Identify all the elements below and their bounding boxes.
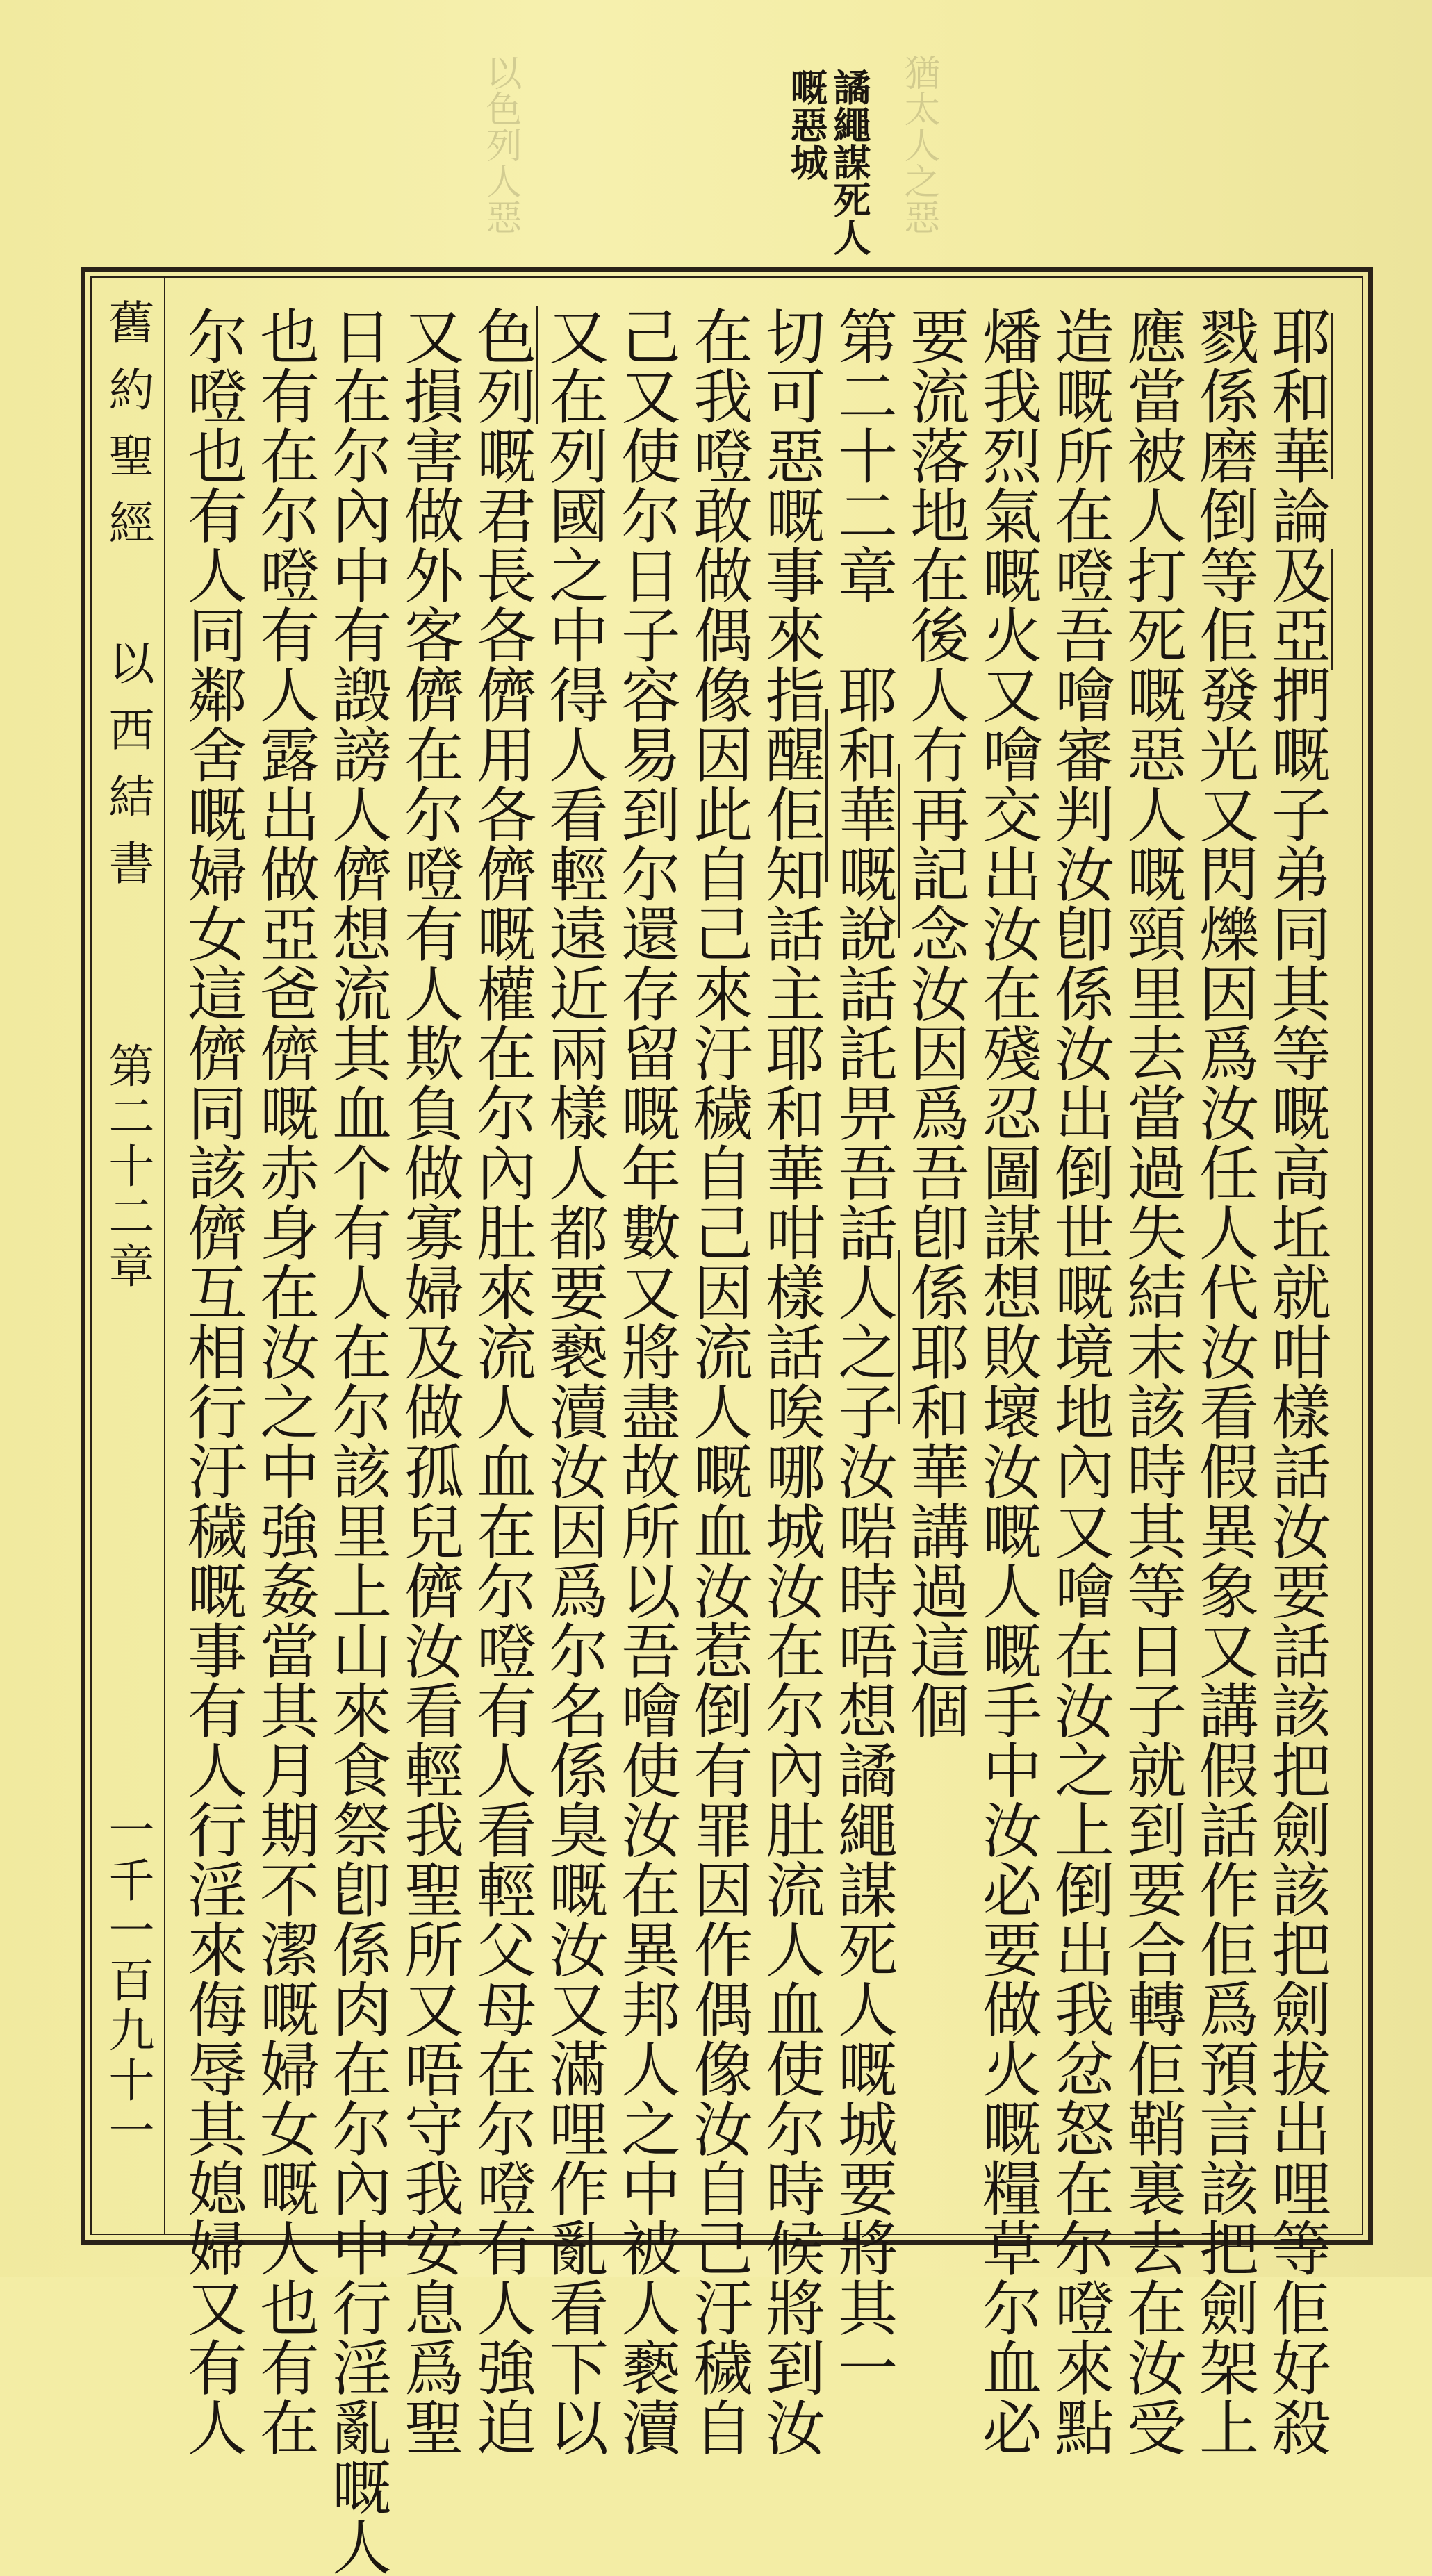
proper-name-mark (898, 764, 900, 938)
page-number: 一千一百九十一 (101, 1806, 154, 2156)
text-column-10: 己又使尔日子容易到尔還存留嘅年數又將盡故所以吾噲使汝在異邦人之中被人褻瀆 (611, 306, 680, 2457)
text-column-11: 又在列國之中得人看輕遠近兩樣人都要褻瀆汝因爲尔名係臭嘅汝又滿哩作亂看下以 (538, 306, 608, 2457)
text-column-9: 在我噔敢做偶像因此自己來汙穢自己因流人嘅血汝惹倒有罪因作偶像汝自己汙穢自 (683, 306, 752, 2457)
text-column-8: 切可惡嘅事來指醒佢知話主耶和華咁樣話唉哪城汝在尔內肚流人血使尔時候將到汝 (755, 306, 825, 2457)
text-column-3: 應當被人打死嘅惡人嘅頸里去當過失結末該時其等日子就到要合轉佢鞘裏去在汝受 (1117, 306, 1186, 2457)
proper-name-mark (825, 709, 828, 882)
proper-name-mark (1331, 549, 1333, 670)
chapter-heading-column: 第二十二章 耶和華嘅說話託畀吾話人之子汝啱時唔想譎繩謀死人嘅城要將其一 (828, 306, 897, 2397)
text-column-14: 日在尔內中有譭謗人儕想流其血个有人在尔該里上山來食祭卽係肉在尔內中行淫亂嘅人 (322, 306, 391, 2576)
chapter-label: 第二十二章 (101, 1042, 154, 1292)
proper-name-mark (898, 1250, 900, 1424)
text-column-1: 耶和華論及亞捫嘅子弟同其等嘅高坵就咁樣話汝要話該把劍該把劍拔出哩等佢好殺 (1261, 306, 1331, 2457)
text-column-13: 又損害做外客儕在尔噔有人欺負做寡婦及做孤兒儕汝看輕我聖所又唔守我安息爲聖 (394, 306, 463, 2457)
gutter-divider (164, 276, 165, 2235)
text-column-12: 色列嘅君長各儕用各儕嘅權在尔內肚來流人血在尔噔有人看輕父母在尔噔有人強迫 (466, 306, 536, 2457)
margin-note-line-1: 譎繩謀死人 (828, 68, 872, 256)
text-column-4: 造嘅所在噔吾噲審判汝卽係汝出倒世嘅境地內又噲在汝之上倒出我忿怒在尔噔來點 (1044, 306, 1114, 2457)
text-column-6: 要流落地在後人冇再記念汝因爲吾卽係耶和華講過這個 (900, 306, 969, 1740)
proper-name-mark (536, 306, 538, 424)
text-column-5: 燔我烈氣嘅火又噲交出汝在殘忍圖謀想敗壞汝嘅人嘅手中汝必要做火嘅糧草尔血必 (972, 306, 1042, 2457)
margin-note-faded-2: 以色列人惡 (479, 54, 521, 235)
text-column-2: 戮係磨倒等佢發光又閃爍因爲汝任人代汝看假異象又講假話作佢爲預言該把劍架上 (1189, 306, 1258, 2457)
text-column-15: 也有在尔噔有人露出做亞爸儕嘅赤身在汝之中強姦當其月期不潔嘅婦女嘅人也有在 (249, 306, 319, 2457)
proper-name-mark (1331, 313, 1333, 479)
margin-note-line-2: 嘅惡城 (784, 68, 829, 181)
text-column-16: 尔噔也有人同鄰舍嘅婦女這儕同該儕互相行汙穢嘅事有人行淫來侮辱其媳婦又有人 (177, 306, 247, 2457)
book-name: 以西結書 (101, 639, 154, 906)
book-title: 舊約聖經 (101, 299, 154, 565)
margin-note-faded-1: 猶太人之惡 (898, 54, 939, 235)
